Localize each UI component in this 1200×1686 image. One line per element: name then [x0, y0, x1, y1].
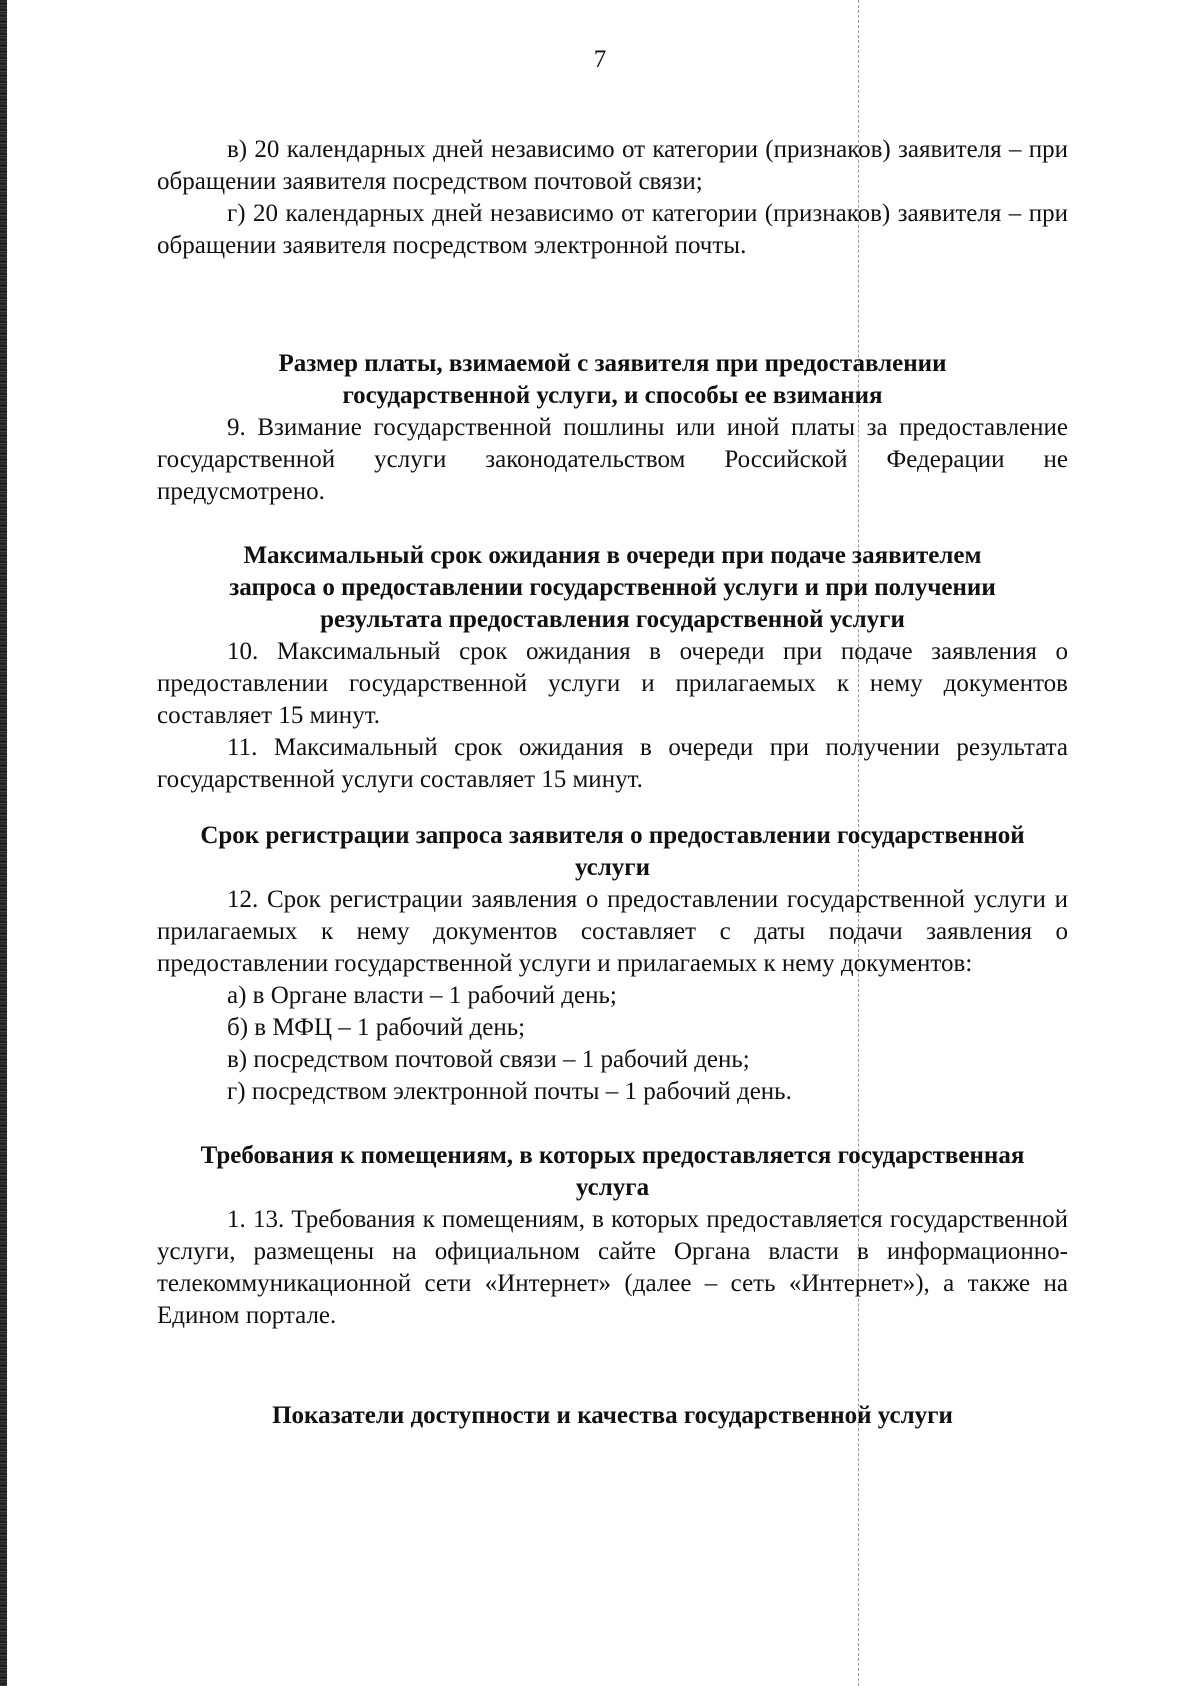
- paragraph-11: 11. Максимальный срок ожидания в очереди при получении результата государственной услуги составляет 15 минут.: [157, 734, 1068, 793]
- list-item: б) в МФЦ – 1 рабочий день;: [227, 1014, 526, 1041]
- paragraph-10: 10. Максимальный срок ожидания в очереди при подаче заявления о предоставлении государственной услуги и прилагаемых к нему документов составляет 15 минут.: [157, 638, 1068, 729]
- paragraph-g: г) 20 календарных дней независимо от категории (признаков) заявителя – при обращении заявителя посредством электронной почты.: [157, 200, 1068, 259]
- page-number: 7: [593, 46, 607, 73]
- paragraph-12: 12. Срок регистрации заявления о предоставлении государственной услуги и прилагаемых к нему документов составляет с даты подачи заявления о предоставлении государственной услуги и прилагаемых к нему документов:: [157, 886, 1068, 977]
- list-item: в) посредством почтовой связи – 1 рабочий день;: [227, 1046, 750, 1073]
- paragraph-13: 1. 13. Требования к помещениям, в которых предоставляется государственной услуги, размещены на официальном сайте Органа власти в информационно-телекоммуникационной сети «Интернет» (далее – сеть «Интернет»), а также на Едином портале.: [157, 1206, 1068, 1329]
- heading-indicators: Показатели доступности и качества государственной услуги: [272, 1402, 953, 1429]
- list-item: г) посредством электронной почты – 1 рабочий день.: [227, 1078, 792, 1105]
- paragraph-v: в) 20 календарных дней независимо от категории (признаков) заявителя – при обращении заявителя посредством почтовой связи;: [157, 136, 1068, 195]
- document-body: [157, 134, 1068, 1432]
- list-item: а) в Органе власти – 1 рабочий день;: [227, 982, 617, 1009]
- heading-fee: Размер платы, взимаемой с заявителя при предоставлении государственной услуги, и способы ее взимания: [278, 350, 947, 409]
- heading-premises: Требования к помещениям, в которых предоставляется государственная услуга: [200, 1142, 1025, 1201]
- heading-queue: Максимальный срок ожидания в очереди при подаче заявителем запроса о предоставлении государственной услуги и при получении результата предоставления государственной услуги: [229, 542, 996, 633]
- paragraph-9: 9. Взимание государственной пошлины или иной платы за предоставление государственной услуги законодательством Российской Федерации не предусмотрено.: [157, 414, 1068, 505]
- heading-registration: Срок регистрации запроса заявителя о предоставлении государственной услуги: [200, 822, 1025, 881]
- scan-edge: [0, 0, 7, 1686]
